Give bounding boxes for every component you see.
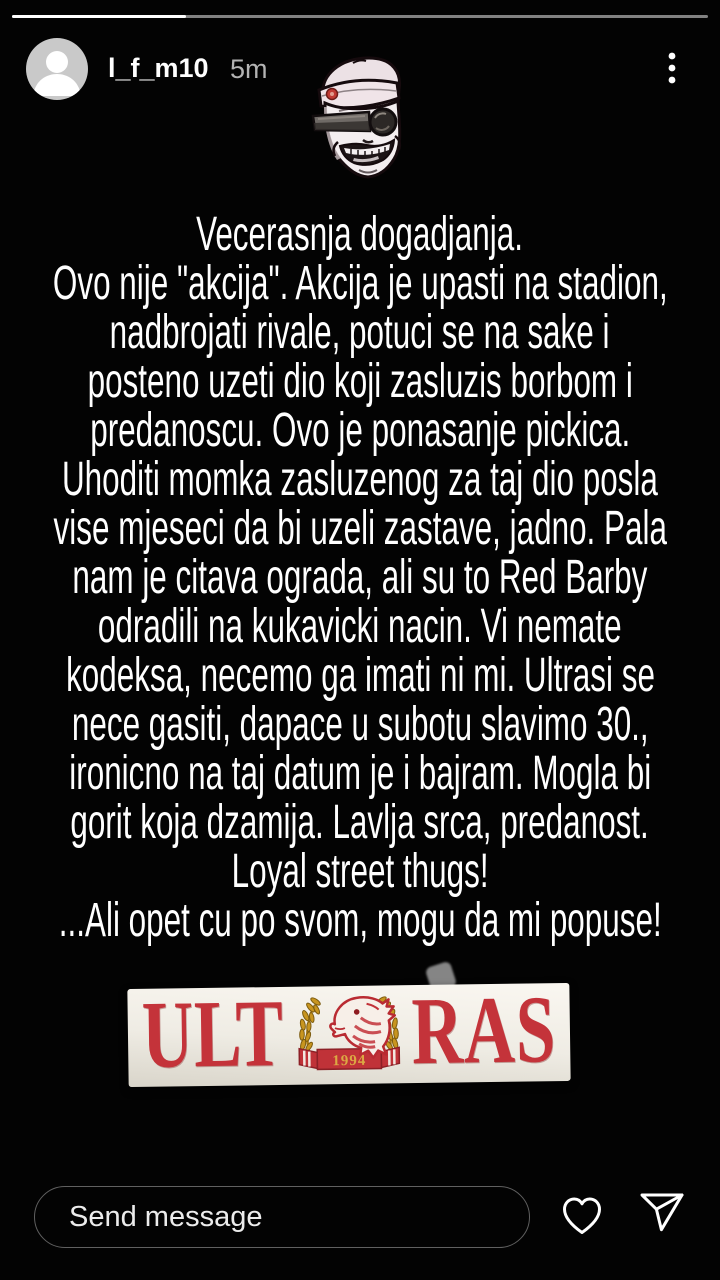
person-silhouette-icon bbox=[26, 38, 88, 100]
story-image-hooligan-mask bbox=[295, 45, 445, 195]
hooligan-mask-graphic bbox=[295, 45, 445, 195]
heart-icon bbox=[558, 1191, 606, 1239]
story-progress-track[interactable] bbox=[12, 15, 708, 18]
ultras-banner bbox=[127, 975, 570, 1089]
story-text-line: posteno uzeti dio koji zasluzis borbom i bbox=[87, 355, 633, 408]
story-text-line: nam je citava ograda, ali su to Red Barby bbox=[72, 551, 648, 604]
story-text-line: ...Ali opet cu po svom, mogu da mi popuse! bbox=[58, 894, 662, 947]
story-text-block bbox=[0, 210, 720, 945]
more-options-button[interactable] bbox=[650, 46, 694, 94]
share-button[interactable] bbox=[638, 1189, 686, 1237]
story-text-line: odradili na kukavicki nacin. Vi nemate bbox=[98, 600, 622, 653]
story-text-line: nadbrojati rivale, potuci se na sake i bbox=[110, 306, 610, 359]
story-text-line: nece gasiti, dapace u subotu slavimo 30., bbox=[71, 698, 649, 751]
username[interactable]: l_f_m10 bbox=[108, 53, 209, 83]
story-text-line: Vecerasnja dogadjanja. bbox=[196, 208, 524, 261]
send-message-input[interactable] bbox=[34, 1186, 530, 1248]
kebab-menu-icon bbox=[650, 46, 694, 94]
eagle-crest bbox=[296, 989, 401, 1076]
story-footer bbox=[0, 1178, 720, 1258]
progress-fill bbox=[12, 15, 186, 18]
banner-word-ult: ULT bbox=[141, 979, 285, 1089]
story-text-line: Loyal street thugs! bbox=[231, 845, 489, 898]
avatar[interactable] bbox=[26, 38, 88, 100]
banner-year: 1994 bbox=[332, 1052, 367, 1070]
story-text-line: Ovo nije "akcija". Akcija je upasti na stadion, bbox=[52, 257, 668, 310]
eagle-laurel-emblem bbox=[296, 989, 401, 1072]
paper-plane-icon bbox=[638, 1189, 686, 1237]
story-timestamp: 5m bbox=[230, 54, 268, 84]
story-text-line: kodeksa, necemo ga imati ni mi. Ultrasi se bbox=[65, 649, 655, 702]
story-text-line: ironicno na taj datum je i bajram. Mogla bi bbox=[69, 747, 651, 800]
like-button[interactable] bbox=[558, 1191, 606, 1239]
story-text-line: Uhoditi momka zasluzenog za taj dio posla bbox=[62, 453, 658, 506]
story-text-line: vise mjeseci da bi uzeli zastave, jadno. Pala bbox=[53, 502, 667, 555]
story-text-line: predanoscu. Ovo je ponasanje pickica. bbox=[89, 404, 631, 457]
story-text-line: gorit koja dzamija. Lavlja srca, predanost. bbox=[70, 796, 650, 849]
banner-word-ras: RAS bbox=[410, 975, 557, 1085]
